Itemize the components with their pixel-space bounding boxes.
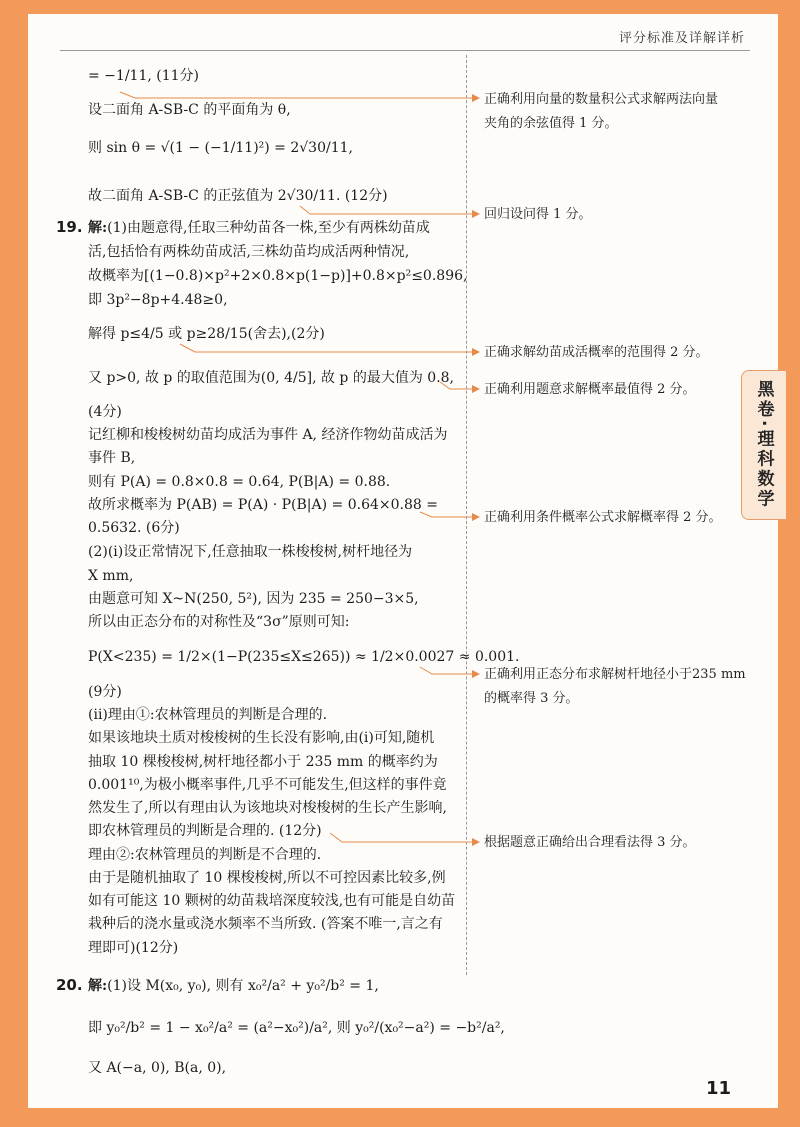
line-24: 如果该地块土质对梭梭树的生长没有影响,由(ⅰ)可知,随机: [88, 730, 435, 746]
leader-6: [420, 667, 472, 674]
note-2: 回归设问得 1 分。: [484, 207, 592, 222]
note-4: 正确利用题意求解概率最值得 2 分。: [484, 382, 696, 397]
line-22: (9分): [88, 684, 122, 700]
line-12: 记红柳和梭梭树幼苗均成活为事件 A, 经济作物幼苗成活为: [88, 427, 448, 443]
line-18: X mm,: [88, 568, 134, 584]
line-32: 栽种后的浇水量或浇水频率不当所致. (答案不唯一,言之有: [88, 916, 443, 932]
line-33: 理即可)(12分): [88, 940, 179, 956]
q20-answer-label: 解:: [88, 978, 108, 994]
q19-answer-label: 解:: [88, 220, 108, 236]
line-29: 理由②:农林管理员的判断是不合理的.: [88, 847, 322, 863]
line-35: 即 y₀²/b² = 1 − x₀²/a² = (a²−x₀²)/a², 则 y₀²/(x₀²−a²) = −b²/a²,: [88, 1020, 505, 1036]
q19-line-05-text: (1)由题意得,任取三种幼苗各一株,至少有两株幼苗成: [107, 220, 430, 236]
line-03: 则 sin θ = √(1 − (−1/11)²) = 2√30/11,: [88, 140, 353, 156]
leader-2: [300, 206, 472, 214]
line-10: 又 p>0, 故 p 的取值范围为(0, 4/5], 故 p 的最大值为 0.8,: [88, 370, 455, 386]
note-6a: 正确利用正态分布求解树杆地径小于235 mm: [484, 667, 746, 682]
line-13: 事件 B,: [88, 450, 136, 466]
line-06: 活,包括恰有两株幼苗成活,三株幼苗均成活两种情况,: [88, 244, 410, 260]
side-tab: 黑卷·理科数学: [741, 370, 786, 520]
line-23: (ⅱ)理由①:农林管理员的判断是合理的.: [88, 707, 328, 723]
line-01: = −1/11, (11分): [88, 68, 199, 84]
line-19: 由题意可知 X~N(250, 5²), 因为 235 = 250−3×5,: [88, 591, 419, 607]
line-04: 故二面角 A-SB-C 的正弦值为 2√30/11. (12分): [88, 188, 388, 204]
line-14: 则有 P(A) = 0.8×0.8 = 0.64, P(B|A) = 0.88.: [88, 474, 391, 490]
note-5: 正确利用条件概率公式求解概率得 2 分。: [484, 510, 722, 525]
line-30: 由于是随机抽取了 10 棵梭梭树,所以不可控因素比较多,例: [88, 870, 446, 886]
note-3: 正确求解幼苗成活概率的范围得 2 分。: [484, 345, 709, 360]
q19-line-05: [88, 218, 430, 238]
note-6b: 的概率得 3 分。: [484, 691, 579, 706]
line-26: 0.001¹⁰,为极小概率事件,几乎不可能发生,但这样的事件竟: [88, 777, 447, 793]
line-09: 解得 p≤4/5 或 p≥28/15(舍去),(2分): [88, 326, 325, 342]
line-28: 即农林管理员的判断是合理的. (12分): [88, 823, 322, 839]
line-15: 故所求概率为 P(AB) = P(A) · P(B|A) = 0.64×0.88 =: [88, 497, 438, 513]
leader-1: [120, 92, 472, 98]
line-20: 所以由正态分布的对称性及“3σ”原则可知:: [88, 614, 350, 630]
line-36: 又 A(−a, 0), B(a, 0),: [88, 1060, 227, 1076]
line-27: 然发生了,所以有理由认为该地块对梭梭树的生长产生影响,: [88, 800, 447, 816]
line-11: (4分): [88, 404, 122, 420]
line-17: (2)(ⅰ)设正常情况下,任意抽取一株梭梭树,树杆地径为: [88, 544, 413, 560]
leader-3: [180, 344, 472, 352]
q20-line-34-text: (1)设 M(x₀, y₀), 则有 x₀²/a² + y₀²/b² = 1,: [107, 978, 379, 994]
note-7: 根据题意正确给出合理看法得 3 分。: [484, 835, 696, 850]
line-16: 0.5632. (6分): [88, 520, 180, 536]
question-20-number: 20.: [56, 976, 83, 994]
leader-7: [330, 833, 472, 842]
q20-line-34: [88, 976, 379, 996]
line-02: 设二面角 A-SB-C 的平面角为 θ,: [88, 102, 291, 118]
header-title: 评分标准及详解详析: [618, 31, 745, 46]
question-19-number: 19.: [56, 218, 83, 236]
page-number: 11: [706, 1078, 732, 1099]
line-07: 故概率为[(1−0.8)×p²+2×0.8×p(1−p)]+0.8×p²≤0.896,: [88, 268, 468, 284]
note-1a: 正确利用向量的数量积公式求解两法向量: [484, 92, 719, 107]
line-25: 抽取 10 棵梭梭树,树杆地径都小于 235 mm 的概率约为: [88, 754, 438, 770]
line-31: 如有可能这 10 颗树的幼苗栽培深度较浅,也有可能是自幼苗: [88, 893, 456, 909]
note-1b: 夹角的余弦值得 1 分。: [484, 116, 618, 131]
line-21: P(X<235) = 1/2×(1−P(235≤X≤265)) ≈ 1/2×0.0027 ≈ 0.001.: [88, 649, 520, 665]
line-08: 即 3p²−8p+4.48≥0,: [88, 292, 228, 308]
